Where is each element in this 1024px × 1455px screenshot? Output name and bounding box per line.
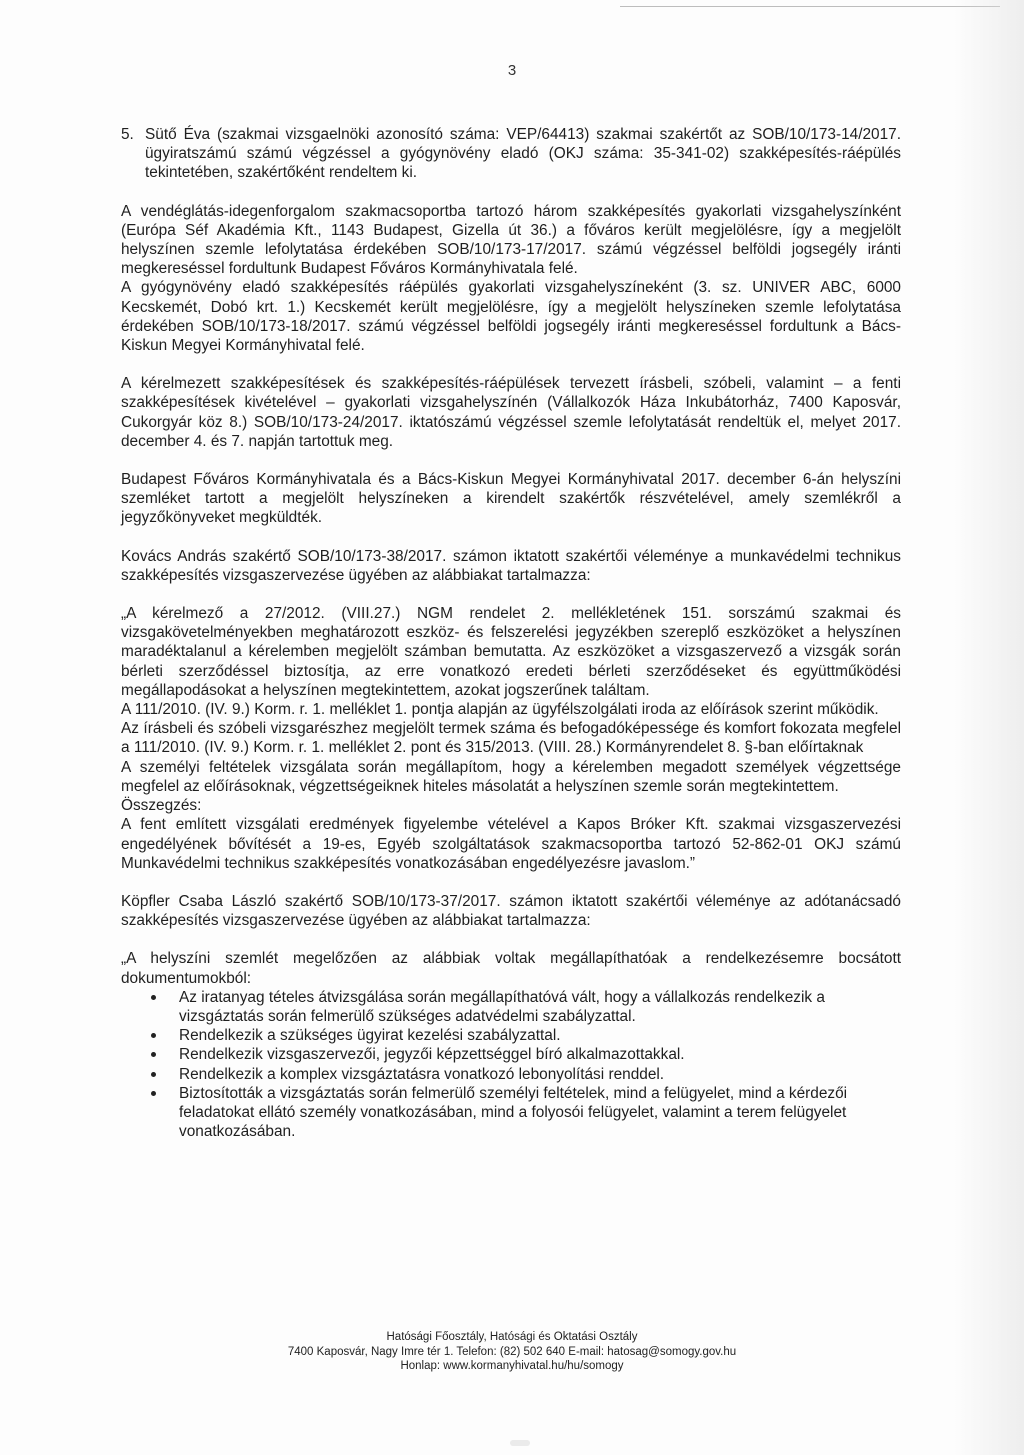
paragraph-kopfler-opinion: Köpfler Csaba László szakértő SOB/10/173-37/2017. számon iktatott szakértői véleménye az adótanácsadó szakképesítés vizsgaszervezése ügyében az alábbiakat tartalmazza: bbox=[121, 892, 901, 930]
bullet-icon bbox=[121, 1084, 179, 1142]
list-item: Rendelkezik vizsgaszervezői, jegyzői képzettséggel bíró alkalmazottakkal. bbox=[121, 1045, 901, 1064]
item-text: Sütő Éva (szakmai vizsgaelnöki azonosító száma: VEP/64413) szakmai szakértőt az SOB/10/173-14/2017. ügyiratszámú számú végzéssel a gyógynövény eladó (OKJ száma: 35-341-02) szakképesítés-ráépülés tekintetében, szakértőként rendeltem ki. bbox=[145, 126, 901, 182]
footer-department: Hatósági Főosztály, Hatósági és Oktatási Osztály bbox=[386, 1331, 638, 1343]
paragraph-kovacs-opinion: Kovács András szakértő SOB/10/173-38/2017. számon iktatott szakértői véleménye a munkavédelmi technikus szakképesítés vizsgaszervezése ügyében az alábbiakat tartalmazza: bbox=[121, 547, 901, 584]
paragraph-site-inspections: Budapest Főváros Kormányhivatala és a Bács-Kiskun Megyei Kormányhivatal 2017. december 6-án helyszíni szemléket tartott a megjelölt helyszíneken a kirendelt szakértők részvételével, amely szemlékről a jegyzőkönyveket megküldték. bbox=[121, 471, 901, 527]
document-body bbox=[121, 125, 901, 1141]
bullet-list bbox=[121, 988, 901, 1142]
quote-kovacs-rooms: Az írásbeli és szóbeli vizsgarészhez megjelölt termek száma és befogadóképessége és komfort fokozata megfelel a 111/2010. (IV. 9.) Korm. r. 1. melléklet 2. pont és 315/2013. (VIII. 28.) Kormányrendelet 8. §-ban előírtaknak bbox=[121, 720, 901, 757]
list-item: Rendelkezik a szükséges ügyirat kezelési szabályzattal. bbox=[121, 1026, 901, 1045]
quote-kovacs-equipment: „A kérelmező a 27/2012. (VIII.27.) NGM rendelet 2. mellékletének 151. sorszámú szakmai és vizsgakövetelményekben meghatározott eszköz- és felszerelési jegyzékben szereplő eszközöket a helyszínen maradéktalanul a kérelemben megjelölt számban bemutatta. Az eszközöket a vizsgaszervező a vizsgák során bérleti szerződéssel biztosítja, az erre vonatkozó eredeti bérleti szerződéseket és együttműködési megállapodásokat a helyszínen megtekintettem, azokat jogszerűnek találtam. bbox=[121, 605, 901, 699]
quote-kovacs-summary-heading: Összegzés: bbox=[121, 797, 202, 815]
scan-smudge bbox=[510, 1440, 530, 1446]
footer-website: Honlap: www.kormanyhivatal.hu/hu/somogy bbox=[400, 1360, 624, 1372]
paragraph-kaposvar-inspection: A kérelmezett szakképesítések és szakképesítés-ráépülések tervezett írásbeli, szóbeli, valamint – a fenti szakképesítések kivételével – gyakorlati vizsgahelyszínén (Vállalkozók Háza Inkubátorház, 7400 Kaposvár, Cukorgyár köz 8.) SOB/10/173-24/2017. iktatószámú végzéssel szemle lefolytatását rendeltük el, melyet 2017. december 4. és 7. napján tartottuk meg. bbox=[121, 375, 901, 450]
quote-kovacs-summary: A fent említett vizsgálati eredmények figyelembe vételével a Kapos Bróker Kft. szakmai vizsgaszervezési engedélyének bővítését a 19-es, Egyéb szolgáltatások szakmacsoportba tartozó 52-862-01 OKJ számú Munkavédelmi technikus szakképesítés vonatkozásában engedélyezésre javaslom.” bbox=[121, 816, 901, 872]
page-number: 3 bbox=[507, 62, 517, 79]
list-item: Biztosították a vizsgáztatás során felmerülő személyi feltételek, mind a felügyelet, mind a kérdezői feladatokat ellátó személy vonatkozásában, mind a folyosói felügyelet, valamint a terem felügyelet vonatkozásában. bbox=[121, 1084, 901, 1142]
paragraph-kecskemet-venue: A gyógynövény eladó szakképesítés ráépülés gyakorlati vizsgahelyszíneként (3. sz. UNIVER ABC, 6000 Kecskemét, Dobó krt. 1.) Kecskemét került megjelölésre, így a megjelölt helyszíneken szemle lefolytatása érdekében SOB/10/173-18/2017. számú végzéssel belföldi jogsegély iránti megkereséssel fordultunk a Bács-Kiskun Megyei Kormányhivatal felé. bbox=[121, 279, 901, 355]
bullet-icon bbox=[121, 988, 179, 1026]
scan-edge-shadow bbox=[954, 0, 1024, 1455]
quote-kopfler-intro: „A helyszíni szemlét megelőzően az alábbiak voltak megállapíthatóak a rendelkezésemre bocsátott dokumentumokból: bbox=[121, 950, 901, 987]
item-number: 5. bbox=[121, 126, 134, 143]
quote-kovacs-personnel: A személyi feltételek vizsgálata során megállapítom, hogy a kérelemben megadott személyek végzettsége megfelel az előírásoknak, végzettségeiknek hiteles másolatát a helyszínen szemle során megtekintettem. bbox=[121, 758, 901, 795]
page-footer bbox=[0, 1330, 1024, 1374]
scan-artifact-line bbox=[620, 6, 1000, 7]
quote-kovacs-office: A 111/2010. (IV. 9.) Korm. r. 1. melléklet 1. pontja alapján az ügyfélszolgálati iroda az előírások szerint működik. bbox=[121, 701, 879, 719]
list-item: Az iratanyag tételes átvizsgálása során megállapíthatóvá vált, hogy a vállalkozás rendelkezik a vizsgáztatás során felmerülő szükséges adatvédelmi szabályzattal. bbox=[121, 988, 901, 1026]
bullet-icon bbox=[121, 1045, 179, 1064]
footer-contact: 7400 Kaposvár, Nagy Imre tér 1. Telefon: (82) 502 640 E-mail: hatosag@somogy.gov.hu bbox=[287, 1345, 737, 1358]
paragraph-budapest-venue: A vendéglátás-idegenforgalom szakmacsoportba tartozó három szakképesítés gyakorlati vizsgahelyszínként (Európa Séf Akadémia Kft., 1143 Budapest, Gizella út 36.) a főváros került megjelölésre, így a megjelölt helyszínen szemle lefolytatása érdekében SOB/10/173-17/2017. számú végzéssel belföldi jogsegély iránti megkereséssel fordultunk Budapest Főváros Kormányhivatala felé. bbox=[121, 202, 901, 278]
bullet-icon bbox=[121, 1065, 179, 1084]
bullet-icon bbox=[121, 1026, 179, 1045]
list-item: Rendelkezik a komplex vizsgáztatásra vonatkozó lebonyolítási renddel. bbox=[121, 1065, 901, 1084]
numbered-item-5 bbox=[121, 125, 901, 183]
